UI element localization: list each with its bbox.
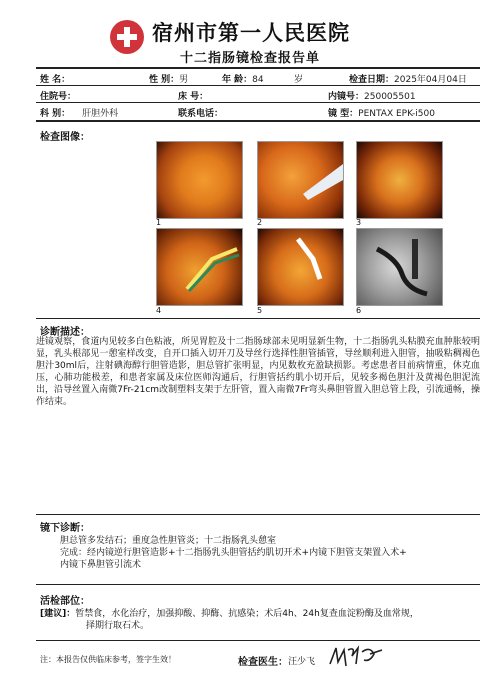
sex-value: 男 xyxy=(179,75,189,85)
section-divider xyxy=(36,318,480,319)
scope-label: 镜 型： xyxy=(328,109,359,119)
scope-no-value: 250005501 xyxy=(364,92,416,102)
drainage-tube-shape xyxy=(258,229,343,305)
age-field xyxy=(222,72,264,85)
image-number: 3 xyxy=(356,218,362,227)
diagnosis-line: 胆总管多发结石；重度急性胆管炎；十二指肠乳头憩室 xyxy=(60,536,277,546)
image-number: 1 xyxy=(156,218,162,227)
image-number: 6 xyxy=(356,306,362,315)
hospital-name: 宿州市第一人民医院 xyxy=(152,21,350,45)
section-divider xyxy=(36,514,480,515)
name-label: 姓 名： xyxy=(40,75,71,85)
images-section-title: 检查图像： xyxy=(40,132,90,143)
sex-label: 性 别： xyxy=(149,75,180,85)
age-value: 84 xyxy=(252,75,264,85)
date-field xyxy=(349,72,467,85)
dept-value: 肝胆外科 xyxy=(82,109,119,119)
description-title: 诊断描述： xyxy=(40,327,90,338)
image-number: 2 xyxy=(257,218,263,227)
admission-label: 住院号： xyxy=(40,92,77,102)
date-value: 2025年04月04日 xyxy=(394,75,467,85)
sphincterotomy-image xyxy=(156,228,243,306)
image-number: 5 xyxy=(257,306,263,315)
admission-field xyxy=(40,89,76,102)
duodenum-endoscopy-image xyxy=(156,141,243,219)
xray-duct-shape xyxy=(357,229,442,305)
advice-label: [建议]： xyxy=(40,609,76,619)
cholangiogram-xray-image xyxy=(356,228,443,306)
phone-label: 联系电话： xyxy=(178,109,224,119)
scope-no-field xyxy=(328,89,416,102)
advice-block xyxy=(40,608,419,620)
bile-duct-image xyxy=(356,141,443,219)
diagnosis-procedure-line: 完成：经内镜逆行胆管造影+十二指肠乳头胆管括约肌切开术+内镜下胆管支架置入术+ xyxy=(60,548,407,558)
bed-label: 床 号： xyxy=(178,92,209,102)
phone-field xyxy=(178,106,223,119)
section-divider xyxy=(36,640,480,641)
description-text: 进镜观察，食道内见较多白色粘液，所见胃腔及十二指肠球部未见明显新生物，十二指肠乳头粘膜充血肿胀较明显，乳头根部见一憩室样改变，自开口插入切开刀及导丝行选择性胆管插管，导丝顺利进入胆管，抽吸粘稠褐色胆汁30ml后，注射碘海醇行胆管造影，胆总管扩张明显，内见数枚充盈缺损影。考虑患者目前病情重，休克血压，心肺功能极差，和患者家属及床位医师沟通后，行胆管括约肌小切开后，见较多褐色胆汁及黄褐色胆泥流出，沿导丝置入南微7Fr-21cm改制塑料支架于左肝管，置入南微7Fr弯头鼻胆管置入胆总管上段，引流通畅，操作结束。 xyxy=(36,337,480,407)
doctor-label: 检查医生： xyxy=(238,657,288,668)
row-divider xyxy=(36,102,480,103)
footer-note: 注：本报告仅供临床参考，签字生效！ xyxy=(40,655,176,664)
report-title: 十二指肠镜检查报告单 xyxy=(179,51,320,66)
diagnosis-procedure-line: 内镜下鼻胆管引流术 xyxy=(60,560,142,570)
sex-field xyxy=(149,72,188,85)
papilla-cannulation-image xyxy=(257,141,344,219)
row-divider xyxy=(36,85,480,86)
biopsy-site-title: 活检部位： xyxy=(40,596,90,607)
signature-icon xyxy=(326,642,386,672)
name-field xyxy=(40,72,70,85)
patient-info-bottom-divider xyxy=(36,120,480,122)
advice-line: 暂禁食，水化治疗，加强抑酸、抑酶、抗感染；术后4h、24h复查血淀粉酶及血常规， xyxy=(75,609,419,619)
date-label: 检查日期： xyxy=(349,75,395,85)
scope-value: PENTAX EPK-i500 xyxy=(358,109,435,119)
dept-label: 科 别： xyxy=(40,109,71,119)
header-divider xyxy=(36,67,480,69)
diagnosis-title: 镜下诊断： xyxy=(40,523,90,534)
guidewire-shape xyxy=(157,229,242,305)
section-divider xyxy=(36,584,480,585)
age-label: 年 龄： xyxy=(222,75,253,85)
scope-field xyxy=(328,106,435,119)
dept-field xyxy=(40,106,118,119)
scope-no-label: 内镜号： xyxy=(328,92,365,102)
handwritten-signature xyxy=(326,642,386,672)
image-number: 4 xyxy=(156,306,162,315)
stone-extraction-image xyxy=(257,228,344,306)
catheter-shape xyxy=(258,142,343,218)
red-cross-icon-bar xyxy=(117,34,137,40)
doctor-name: 汪少飞 xyxy=(288,657,316,667)
bed-field xyxy=(178,89,208,102)
advice-line: 择期行取石术。 xyxy=(86,621,150,631)
age-unit: 岁 xyxy=(294,75,304,85)
